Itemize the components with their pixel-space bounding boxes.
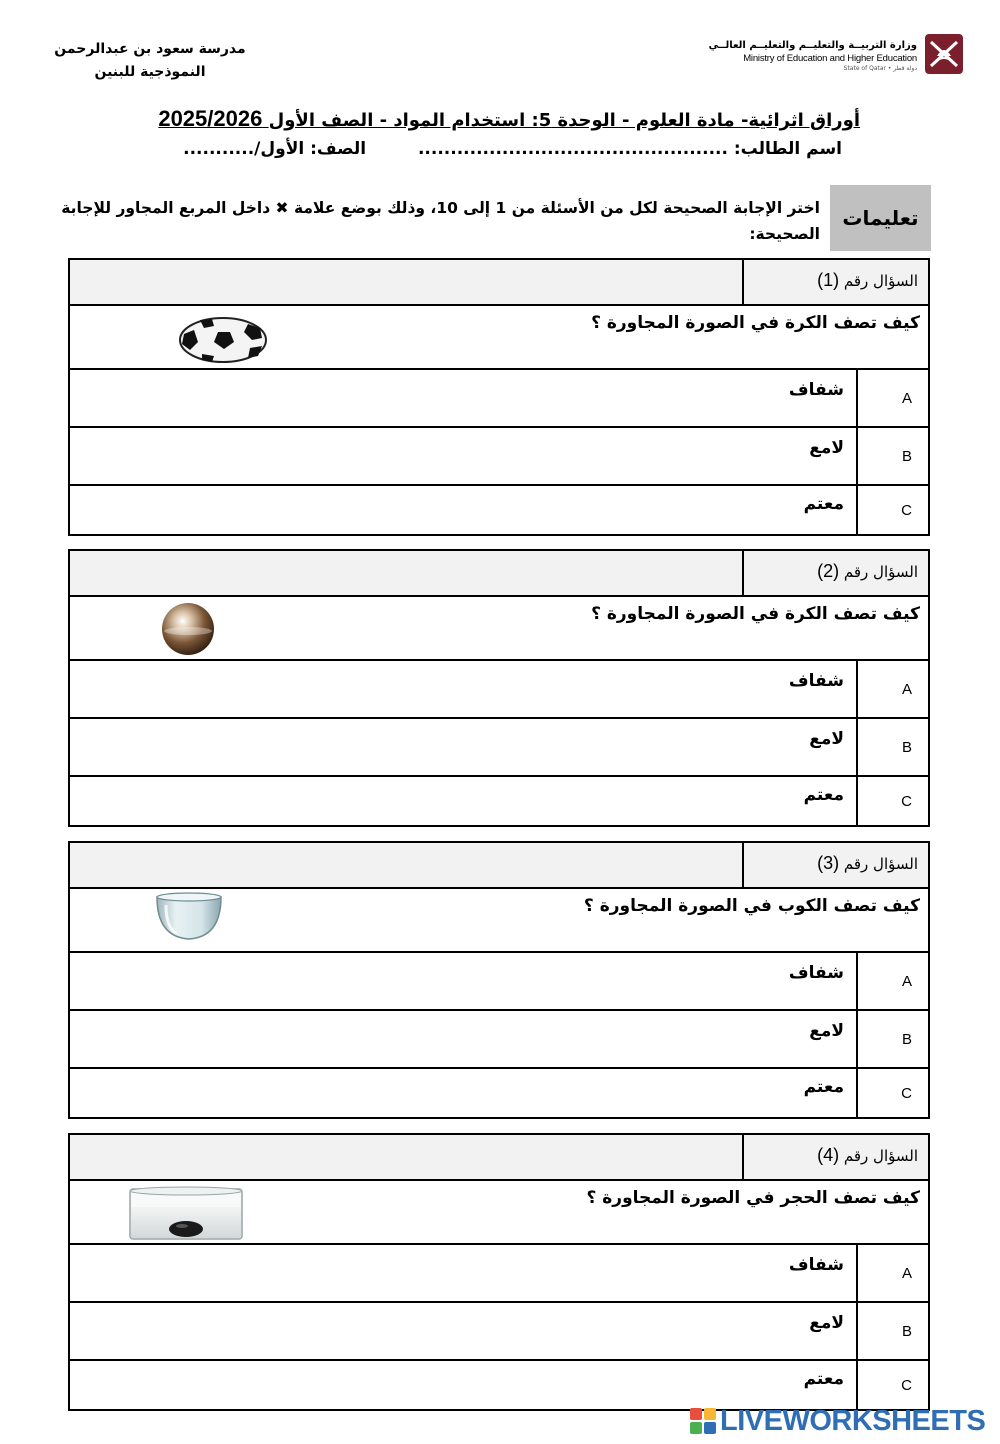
answer-option[interactable] xyxy=(70,953,928,1011)
option-letter: C xyxy=(901,793,912,810)
option-text: شفاف xyxy=(788,380,844,400)
student-info xyxy=(183,139,842,159)
question-label-text: السؤال رقم xyxy=(843,855,918,873)
option-letter: B xyxy=(901,1323,912,1340)
option-text: شفاف xyxy=(788,671,844,691)
question-card xyxy=(68,549,930,827)
question-label xyxy=(817,1145,918,1166)
school-name-line1: مدرسة سعود بن عبدالرحمن xyxy=(54,41,246,57)
option-text: معتم xyxy=(803,1077,844,1097)
question-header xyxy=(70,260,928,306)
student-class-field[interactable]: الصف: الأول/........... xyxy=(183,139,367,159)
question-label xyxy=(817,561,918,582)
question-number: (3) xyxy=(817,853,840,873)
question-label-text: السؤال رقم xyxy=(843,272,918,290)
answer-checkbox[interactable] xyxy=(856,777,928,825)
answer-checkbox[interactable] xyxy=(856,428,928,484)
option-letter: C xyxy=(901,1377,912,1394)
ministry-logo xyxy=(708,32,965,78)
answer-option[interactable] xyxy=(70,370,928,428)
question-row xyxy=(70,1181,928,1245)
answer-option[interactable] xyxy=(70,719,928,777)
glass-bowl-image xyxy=(154,891,224,943)
metal-ball-image xyxy=(160,601,216,657)
answer-checkbox[interactable] xyxy=(856,661,928,717)
option-letter: B xyxy=(901,448,912,465)
school-name xyxy=(35,38,265,84)
answer-option[interactable] xyxy=(70,1303,928,1361)
option-text: لامع xyxy=(809,729,844,749)
option-letter: B xyxy=(901,1031,912,1048)
answer-checkbox[interactable] xyxy=(856,1069,928,1117)
page-title xyxy=(158,106,860,132)
answer-option[interactable] xyxy=(70,777,928,825)
question-row xyxy=(70,889,928,953)
liveworksheets-text: LIVEWORKSHEETS xyxy=(720,1404,986,1437)
ministry-name-ar: وزارة التربيــة والتعليــم والتعليــم العالــي xyxy=(708,40,917,51)
option-text: معتم xyxy=(803,785,844,805)
question-text: كيف تصف الكرة في الصورة المجاورة ؟ xyxy=(591,604,920,624)
instructions-label: تعليمات xyxy=(830,185,931,251)
question-header xyxy=(70,843,928,889)
answer-option[interactable] xyxy=(70,486,928,534)
instructions-text: اختر الإجابة الصحيحة لكل من الأسئلة من 1 إلى 10، وذلك بوضع علامة ✖ داخل المربع المجاور للإجابة الصحيحة: xyxy=(61,199,820,243)
liveworksheets-logo[interactable] xyxy=(690,1404,985,1438)
answer-checkbox[interactable] xyxy=(856,486,928,534)
option-letter: A xyxy=(901,973,912,990)
answer-checkbox[interactable] xyxy=(856,370,928,426)
answer-checkbox[interactable] xyxy=(856,719,928,775)
option-letter: B xyxy=(901,739,912,756)
question-number: (4) xyxy=(817,1145,840,1165)
answer-option[interactable] xyxy=(70,1361,928,1409)
option-letter: A xyxy=(901,390,912,407)
question-text: كيف تصف الكوب في الصورة المجاورة ؟ xyxy=(583,896,920,916)
option-text: لامع xyxy=(809,438,844,458)
answer-option[interactable] xyxy=(70,661,928,719)
option-letter: A xyxy=(901,1265,912,1282)
student-name-field[interactable]: اسم الطالب: ................................................ xyxy=(417,139,842,159)
option-letter: C xyxy=(901,502,912,519)
title-year: 2025/2026 xyxy=(158,106,263,131)
answer-checkbox[interactable] xyxy=(856,1245,928,1301)
option-letter: C xyxy=(901,1085,912,1102)
ministry-subtitle: دولة قطر • State of Qatar xyxy=(843,65,917,72)
answer-option[interactable] xyxy=(70,1245,928,1303)
option-text: لامع xyxy=(809,1313,844,1333)
question-card xyxy=(68,258,930,536)
answer-checkbox[interactable] xyxy=(856,953,928,1009)
title-text: أوراق اثرائية- مادة العلوم - الوحدة 5: استخدام المواد - الصف الأول xyxy=(268,110,860,131)
question-text: كيف تصف الحجر في الصورة المجاورة ؟ xyxy=(586,1188,920,1208)
answer-checkbox[interactable] xyxy=(856,1303,928,1359)
question-number: (2) xyxy=(817,561,840,581)
school-name-line2: النموذجية للبنين xyxy=(94,64,206,80)
question-label-text: السؤال رقم xyxy=(843,1147,918,1165)
question-number: (1) xyxy=(817,270,840,290)
answer-checkbox[interactable] xyxy=(856,1011,928,1067)
question-label-text: السؤال رقم xyxy=(843,563,918,581)
question-row xyxy=(70,597,928,661)
question-row xyxy=(70,306,928,370)
option-text: شفاف xyxy=(788,1255,844,1275)
option-text: شفاف xyxy=(788,963,844,983)
question-header xyxy=(70,551,928,597)
question-card xyxy=(68,1133,930,1411)
question-card xyxy=(68,841,930,1119)
option-text: لامع xyxy=(809,1021,844,1041)
option-text: معتم xyxy=(803,1369,844,1389)
answer-checkbox[interactable] xyxy=(856,1361,928,1409)
liveworksheets-icon xyxy=(690,1408,716,1434)
option-letter: A xyxy=(901,681,912,698)
answer-option[interactable] xyxy=(70,1069,928,1117)
question-text: كيف تصف الكرة في الصورة المجاورة ؟ xyxy=(591,313,920,333)
answer-option[interactable] xyxy=(70,1011,928,1069)
question-header xyxy=(70,1135,928,1181)
option-text: معتم xyxy=(803,494,844,514)
soccer-ball-image xyxy=(178,316,268,364)
answer-option[interactable] xyxy=(70,428,928,486)
stone-in-water-image xyxy=(126,1185,246,1243)
ministry-emblem-icon xyxy=(923,32,965,76)
ministry-name-en: Ministry of Education and Higher Education xyxy=(743,53,917,64)
question-label xyxy=(817,853,918,874)
question-label xyxy=(817,270,918,291)
